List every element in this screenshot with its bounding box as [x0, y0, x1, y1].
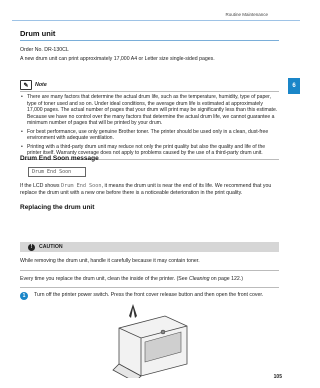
- section-title: Drum unit: [20, 29, 56, 38]
- page-number: 105: [273, 374, 282, 380]
- caution-bar: [20, 242, 279, 252]
- step-number: 1: [20, 292, 28, 300]
- order-number: Order No. DR-130CL: [20, 47, 69, 53]
- caution-text-part: Every time you replace the drum unit, clean the inside of the printer. (See: [20, 276, 189, 282]
- note-box: [20, 80, 279, 160]
- warning-icon: !: [28, 244, 35, 251]
- note-pencil-icon: ✎: [20, 80, 32, 90]
- drum-description: A new drum unit can print approximately 17,000 A4 or Letter size single-sided pages.: [20, 56, 215, 62]
- lcd-code-inline: Drum End Soon: [60, 183, 102, 189]
- caution-divider: [20, 270, 279, 271]
- desc-text: If the LCD shows: [20, 183, 61, 189]
- arrow-indicator: [129, 304, 137, 318]
- release-button: [161, 330, 165, 334]
- note-rule: [20, 91, 279, 92]
- note-label: Note: [35, 82, 47, 88]
- header-rule: [12, 20, 300, 21]
- desc-text: , it means the drum unit is near the end of its life. We recommend that you replace the drum unit with a new one before there is a noticeable deterioration in the print quality.: [20, 183, 272, 196]
- section-rule: [20, 40, 279, 41]
- note-item: • There are many factors that determine the actual drum life, such as the temperature, humidity, type of paper, type of toner used and so on. Under ideal conditions, the average drum life is estimated at approximately 17,000 pages. The actual number of pages that your drum will print may be significantly less than this estimate. Because we have no control over the many factors that determine the actual drum life, we cannot guarantee a minimum number of pages that will be printed by your drum.: [20, 94, 279, 127]
- caution-text: While removing the drum unit, handle it carefully because it may contain toner.: [20, 258, 200, 264]
- lcd-message: Drum End Soon: [28, 167, 86, 177]
- note-header: [20, 80, 279, 90]
- replacing-title: Replacing the drum unit: [20, 204, 95, 211]
- note-item: • Printing with a third-party drum unit may reduce not only the print quality but also the quality and life of the printer itself. Warranty coverage does not apply to problems caused by the use of a third-party drum unit.: [20, 144, 279, 157]
- caution-label: CAUTION: [39, 244, 63, 250]
- caution-text-part: on page 122.): [209, 276, 243, 282]
- drum-end-soon-title: Drum End Soon message: [20, 155, 99, 162]
- chapter-tab: 6: [288, 78, 300, 94]
- printer-illustration: [105, 302, 191, 378]
- cleaning-reference: Cleaning: [188, 276, 210, 282]
- caution-bottom-rule: [20, 287, 279, 288]
- note-item: • For best performance, use only genuine Brother toner. The printer should be used only in a clean, dust-free environment with adequate ventilation.: [20, 129, 279, 142]
- chapter-header: Routine Maintenance: [225, 12, 268, 17]
- caution-text: [20, 276, 279, 282]
- drum-end-soon-description: [20, 183, 279, 196]
- step-text: Turn off the printer power switch. Press the front cover release button and then open the front cover.: [34, 292, 264, 298]
